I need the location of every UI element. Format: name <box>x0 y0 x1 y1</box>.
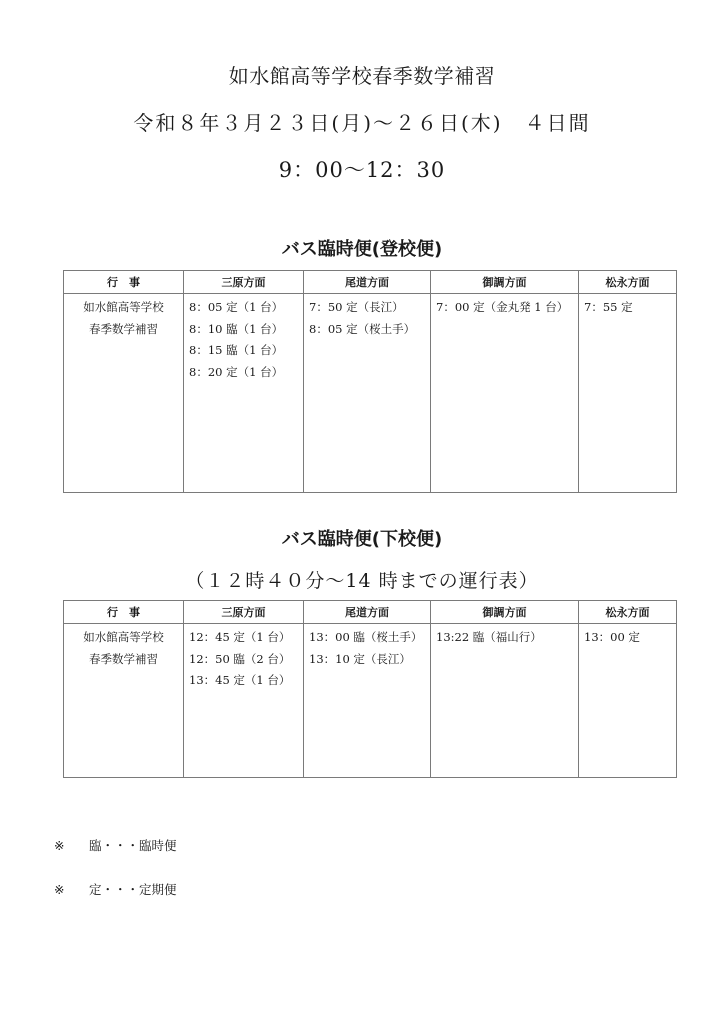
column-header-matsunaga: 松永方面 <box>579 271 677 294</box>
departure-entry: 8：20 定（1 台） <box>189 364 284 379</box>
afternoon-section-subtitle: （１２時４０分～14 時までの運行表） <box>185 570 539 592</box>
legend-text: 臨・・・臨時便 <box>89 838 177 853</box>
mitsugi-cell <box>431 624 579 778</box>
event-line: 如水館高等学校 <box>83 300 164 314</box>
departure-entry: 7：50 定（長江） <box>309 300 404 314</box>
departure-entry: 8：10 臨（1 台） <box>189 321 284 336</box>
onomichi-cell <box>304 624 431 778</box>
reference-mark-icon: ※ <box>54 838 65 853</box>
column-header-mitsugi: 御調方面 <box>431 271 579 294</box>
departure-entry: 7：55 定 <box>584 300 633 314</box>
event-line: 春季数学補習 <box>89 321 158 336</box>
departure-entry: 8：05 定（1 台） <box>189 300 284 314</box>
departure-entry: 8：15 臨（1 台） <box>189 343 284 357</box>
table-header-row <box>64 601 677 624</box>
departure-entry: 13：00 臨（桜土手） <box>309 630 423 644</box>
afternoon-section-title: バス臨時便(下校便) <box>281 529 443 550</box>
column-header-onomichi: 尾道方面 <box>304 601 431 624</box>
legend-note-rinji <box>54 836 177 854</box>
legend-text: 定・・・定期便 <box>89 882 177 897</box>
departure-entry: 13：10 定（長江） <box>309 651 411 666</box>
event-cell <box>64 294 184 493</box>
departure-entry: 8：05 定（桜土手） <box>309 321 416 336</box>
mihara-cell <box>184 624 304 778</box>
time-range: 9：00～12：30 <box>278 158 446 182</box>
mihara-cell <box>184 294 304 493</box>
matsunaga-cell <box>579 294 677 493</box>
departure-entry: 7：00 定（金丸発 1 台） <box>436 300 569 314</box>
table-row <box>64 294 677 493</box>
morning-bus-table <box>63 270 677 493</box>
column-header-event: 行 事 <box>64 271 184 294</box>
departure-entry: 12：45 定（1 台） <box>189 630 291 644</box>
column-header-onomichi: 尾道方面 <box>304 271 431 294</box>
departure-entry: 13:22 臨（福山行） <box>436 630 542 644</box>
afternoon-bus-table <box>63 600 677 778</box>
event-line: 春季数学補習 <box>89 651 158 666</box>
column-header-event: 行 事 <box>64 601 184 624</box>
date-range: 令和８年３月２３日(月)～２６日(木) ４日間 <box>133 111 591 135</box>
reference-mark-icon: ※ <box>54 882 65 897</box>
legend-note-teiki <box>54 880 177 898</box>
morning-section-title: バス臨時便(登校便) <box>281 239 443 260</box>
matsunaga-cell <box>579 624 677 778</box>
mitsugi-cell <box>431 294 579 493</box>
column-header-mihara: 三原方面 <box>184 601 304 624</box>
table-row <box>64 624 677 778</box>
departure-entry: 13：00 定 <box>584 630 640 644</box>
departure-entry: 12：50 臨（2 台） <box>189 651 291 666</box>
column-header-matsunaga: 松永方面 <box>579 601 677 624</box>
event-cell <box>64 624 184 778</box>
onomichi-cell <box>304 294 431 493</box>
document-title: 如水館高等学校春季数学補習 <box>228 64 496 88</box>
event-line: 如水館高等学校 <box>83 630 164 644</box>
column-header-mihara: 三原方面 <box>184 271 304 294</box>
departure-entry: 13：45 定（1 台） <box>189 673 291 687</box>
table-header-row <box>64 271 677 294</box>
column-header-mitsugi: 御調方面 <box>431 601 579 624</box>
